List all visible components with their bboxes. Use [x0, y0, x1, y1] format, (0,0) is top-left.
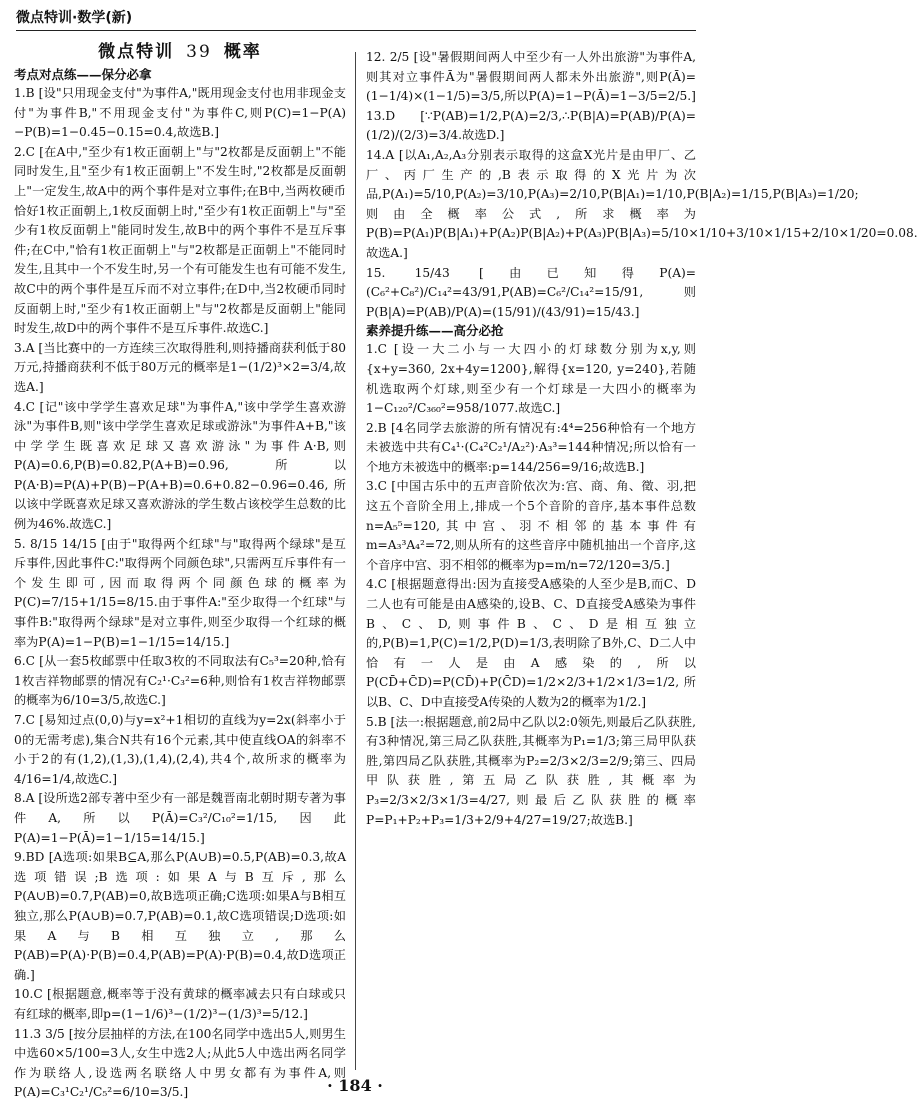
answer-item: 13.D [∵P(AB)=1/2,P(A)=2/3,∴P(B|A)=P(AB)/P(A)=(1/2)/(2/3)=3/4.故选D.]	[366, 108, 696, 143]
running-header	[16, 6, 696, 31]
running-title: 微点特训·数学(新)	[16, 10, 133, 26]
answer-item: 4.C [根据题意得出:因为直接受A感染的人至少是B,而C、D二人也有可能是由A感染的,设B、C、D直接受A感染为事件B、C、D,则事件B、C、D是相互独立的,P(B)=1,P(C)=1/2,P(D)=1/3,表明除了B外,C、D二人中恰有一人是由A感染的,所以P(CD̄+C̄D)=P(CD̄)+P(C̄D)=1/2×2/3+1/2×1/3=1/2,所以B、C、D中直接受A传染的人数为2的概率为1/2.]	[366, 577, 696, 709]
answer-item: 5.B [法一:根据题意,前2局中乙队以2:0领先,则最后乙队获胜,有3种情况,第三局乙队获胜,其概率为P₁=1/3;第三局甲队获胜,第四局乙队获胜,其概率为P₂=2/3×2/3=2/9;第三、四局甲队获胜,第五局乙队获胜,其概率为P₃=2/3×2/3×1/3=4/27,则最后乙队获胜的概率P=P₁+P₂+P₃=1/3+2/9+4/27=19/27;故选B.]	[366, 714, 696, 827]
answer-item: 15. 15/43 [由已知得P(A)=(C₆²+C₈²)/C₁₄²=43/91,P(AB)=C₆²/C₁₄²=15/91,则P(B|A)=P(AB)/P(A)=(15/91)/(43/91)=15/43.]	[366, 265, 696, 319]
title-number: 39	[186, 42, 212, 62]
answer-item: 6.C [从一套5枚邮票中任取3枚的不同取法有C₅³=20种,恰有1枚吉祥物邮票的情况有C₂¹·C₃²=6种,则恰有1枚吉祥物邮票的概率为6/10=3/5,故选C.]	[14, 654, 346, 708]
answer-item: 10.C [根据题意,概率等于没有黄球的概率减去只有白球或只有红球的概率,即p=(1−1/6)³−(1/2)³−(1/3)³=5/12.]	[14, 987, 346, 1021]
answer-item: 4.C [记"该中学学生喜欢足球"为事件A,"该中学学生喜欢游泳"为事件B,则"该中学学生喜欢足球或游泳"为事件A+B,"该中学学生既喜欢足球又喜欢游泳"为事件A·B,则P(A)=0.6,P(B)=0.82,P(A+B)=0.96,所以P(A·B)=P(A)+P(B)−P(A+B)=0.6+0.82−0.96=0.46,所以该中学既喜欢足球又喜欢游泳的学生数占该校学生总数的比例为46%.故选C.]	[14, 399, 346, 532]
section-title	[14, 40, 346, 64]
answer-item: 3.A [当比赛中的一方连续三次取得胜利,则持播商获利低于80万元,持播商获利不低于80万元的概率是1−(1/2)³×2=3/4,故选A.]	[14, 340, 346, 394]
answer-item: 1.C [设一大二小与一大四小的灯球数分别为x,y,则{x+y=360, 2x+4y=1200},解得{x=120, y=240},若随机选取两个灯球,则至少有一个灯球是一大四小的概率为1−C₁₂₀²/C₃₆₀²=958/1077.故选C.]	[366, 342, 696, 416]
answer-item: 14.A [以A₁,A₂,A₃分别表示取得的这盒X光片是由甲厂、乙厂、丙厂生产的,B表示取得的X光片为次品,P(A₁)=5/10,P(A₂)=3/10,P(A₃)=2/10,P(B|A₁)=1/10,P(B|A₂)=1/15,P(B|A₃)=1/20;则由全概率公式,所求概率为P(B)=P(A₁)P(B|A₁)+P(A₂)P(B|A₂)+P(A₃)P(B|A₃)=5/10×1/10+3/10×1/15+2/10×1/20=0.08.故选A.]	[366, 147, 918, 260]
answer-item: 3.C [中国古乐中的五声音阶依次为:宫、商、角、徵、羽,把这五个音阶全用上,排成一个5个音阶的音序,基本事件总数n=A₅⁵=120,其中宫、羽不相邻的基本事件有m=A₃³A₄²=72,则从所有的这些音序中随机抽出一个音序,这个音序中宫、羽不相邻的概率为p=m/n=72/120=3/5.]	[366, 479, 696, 572]
answer-item: 2.B [4名同学去旅游的所有情况有:4⁴=256种恰有一个地方未被选中共有C₄¹·(C₄²C₂¹/A₂²)·A₃³=144种情况;所以恰有一个地方未被选中的概率:p=144/256=9/16;故选B.]	[366, 420, 696, 474]
answer-item: 12. 2/5 [设"暑假期间两人中至少有一人外出旅游"为事件A,则其对立事件Ā为"暑假期间两人都未外出旅游",则P(Ā)=(1−1/4)×(1−1/5)=3/5,所以P(A)=1−P(Ā)=1−3/5=2/5.]	[366, 50, 696, 104]
title-right: 概率	[223, 42, 262, 62]
left-column	[14, 34, 346, 1103]
answer-item: 8.A [设所选2部专著中至少有一部是魏晋南北朝时期专著为事件A,所以P(Ā)=C₃²/C₁₀²=1/15,因此P(A)=1−P(Ā)=1−1/15=14/15.]	[14, 791, 346, 845]
answer-item: 2.C [在A中,"至少有1枚正面朝上"与"2枚都是反面朝上"不能同时发生,且"至少有1枚正面朝上"不发生时,"2枚都是反面朝上"一定发生,故A中的两个事件是对立事件;在B中,当两枚硬币恰好1枚正面朝上,1枚反面朝上时,"至少有1枚正面朝上"与"至少有1枚反面朝上"能同时发生,故B中的两个事件不是互斥事件;在C中,"恰有1枚正面朝上"与"2枚都是正面朝上"不能同时发生,且其中一个不发生时,另一个有可能发生也有可能不发生,故C中的两个事件是互斥而不对立事件;在D中,当2枚硬币同时反面朝上时,"至少有1枚正面朝上"与"2枚都是反面朝上"能同时发生,故D中的两个事件不是互斥事件.故选C.]	[14, 144, 346, 336]
section-heading-basic: 考点对点练——保分必拿	[14, 67, 152, 82]
title-left: 微点特训	[98, 42, 175, 62]
column-divider	[355, 52, 356, 1070]
answer-item: 5. 8/15 14/15 [由于"取得两个红球"与"取得两个绿球"是互斥事件,因此事件C:"取得两个同颜色球",只需两互斥事件有一个发生即可,因而取得两个同颜色球的概率为P(C)=7/15+1/15=8/15.由于事件A:"至少取得一个红球"与事件B:"取得两个绿球"是对立事件,则至少取得一个红球的概率为P(A)=1−P(B)=1−1/15=14/15.]	[14, 536, 346, 649]
page-number: · 184 ·	[327, 1076, 383, 1095]
answer-item: 1.B [设"只用现金支付"为事件A,"既用现金支付也用非现金支付"为事件B,"不用现金支付"为事件C,则P(C)=1−P(A)−P(B)=1−0.45−0.15=0.4,故选B.]	[14, 86, 346, 140]
answer-item: 9.BD [A选项:如果B⊆A,那么P(A∪B)=0.5,P(AB)=0.3,故A选项错误;B选项:如果A与B互斥,那么P(A∪B)=0.7,P(AB)=0,故B选项正确;C选项:如果A与B相互独立,那么P(A∪B)=0.7,P(AB)=0.1,故C选项错误;D选项:如果A与B相互独立,那么P(AB)=P(A)·P(B)=0.4,P(AB)=P(A)·P(B)=0.4,故D选项正确.]	[14, 850, 346, 982]
section-heading-advanced: 素养提升练——高分必抢	[366, 323, 504, 339]
answer-item: 11.3 3/5 [按分层抽样的方法,在100名同学中选出5人,则男生中选60×5/100=3人,女生中选2人;从此5人中选出两名同学作为联络人,设选两名联络人中男女都有为事件A,则P(A)=C₃¹C₂¹/C₅²=6/10=3/5.]	[14, 1026, 346, 1100]
answer-item: 7.C [易知过点(0,0)与y=x²+1相切的直线为y=2x(斜率小于0的无需考虑),集合N共有16个元素,其中使直线OA的斜率不小于2的有(1,2),(1,3),(1,4),(2,4),共4个,故所求的概率为4/16=1/4,故选C.]	[14, 713, 346, 786]
right-column	[366, 48, 918, 830]
